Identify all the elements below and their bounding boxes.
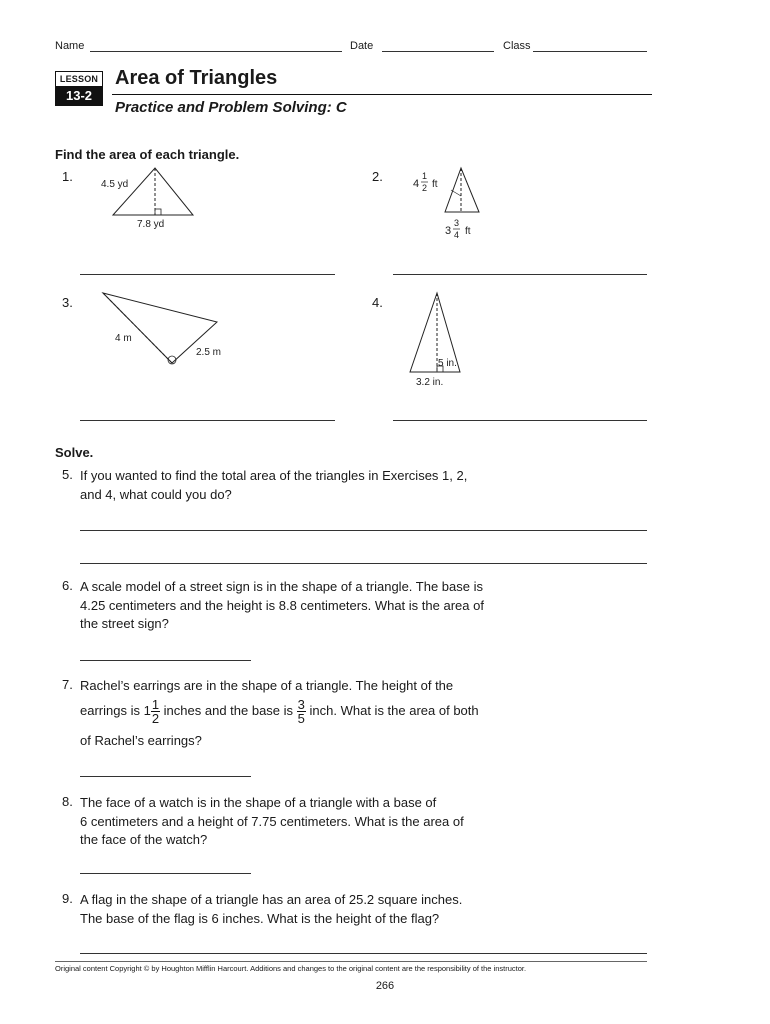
lesson-number: 13-2	[56, 86, 102, 105]
question-5-number: 5.	[62, 467, 73, 482]
question-7-line-1: Rachel’s earrings are in the shape of a triangle. The height of the	[80, 678, 454, 693]
copyright-notice: Original content Copyright © by Houghton Mifflin Harcourt. Additions and changes to the original content are the responsibility of the instructor.	[55, 964, 527, 973]
page-title: Area of Triangles	[115, 67, 278, 89]
question-5-answer-line-2[interactable]	[80, 563, 647, 564]
triangle-2-figure	[405, 160, 515, 245]
class-field[interactable]	[533, 51, 647, 52]
question-9-text	[80, 891, 462, 928]
question-text-segment: inches and the base is	[163, 703, 294, 718]
page-number: 266	[375, 980, 395, 992]
triangle-4-height-label: 5 in.	[438, 358, 457, 369]
height-label-leader	[451, 190, 461, 196]
triangle-2-base-num: 3	[454, 218, 460, 228]
section-heading-find-area: Find the area of each triangle.	[55, 147, 240, 162]
problem-4-answer-line[interactable]	[393, 420, 647, 421]
triangle-3-side-a-label: 4 m	[115, 333, 132, 344]
date-label: Date	[350, 40, 374, 52]
triangle-2-height-den: 2	[422, 183, 428, 193]
question-8-number: 8.	[62, 794, 73, 809]
question-7-line-3: of Rachel’s earrings?	[80, 733, 202, 748]
question-9-answer-line[interactable]	[80, 953, 647, 954]
question-7-answer-line[interactable]	[80, 776, 251, 777]
question-text-line: The base of the flag is 6 inches. What is the height of the flag?	[80, 910, 440, 926]
question-text-line: and 4, what could you do?	[80, 486, 232, 502]
question-text-line: The face of a watch is in the shape of a triangle with a base of	[80, 795, 437, 810]
question-text-line: A scale model of a street sign is in the shape of a triangle. The base is	[80, 579, 483, 594]
triangle-2-base-whole: 3	[445, 225, 452, 237]
problem-1-answer-line[interactable]	[80, 274, 335, 275]
question-8-answer-line[interactable]	[80, 873, 251, 874]
triangle-4-figure	[400, 285, 480, 395]
triangle-2-base-den: 4	[454, 230, 460, 240]
question-text-line: the face of the watch?	[80, 832, 208, 847]
fraction-denominator: 2	[151, 711, 160, 727]
fraction-numerator: 1	[151, 697, 160, 713]
triangle-2-height-unit: ft	[432, 179, 438, 190]
lesson-tag: LESSON	[56, 72, 102, 86]
question-7-number: 7.	[62, 677, 73, 692]
triangle-2-base-unit: ft	[465, 226, 471, 237]
problem-2-answer-line[interactable]	[393, 274, 647, 275]
fraction-one-half	[151, 698, 160, 725]
problem-2-number: 2.	[372, 169, 383, 184]
fraction-numerator: 3	[297, 697, 305, 713]
question-text-line: 4.25 centimeters and the height is 8.8 centimeters. What is the area of	[80, 597, 484, 613]
triangle-1-height-label: 4.5 yd	[101, 179, 129, 190]
question-8-text	[80, 794, 464, 850]
question-9-number: 9.	[62, 891, 73, 906]
name-field[interactable]	[90, 51, 342, 52]
triangle-3-side-b-label: 2.5 m	[196, 347, 222, 358]
question-text-line: 6 centimeters and a height of 7.75 centimeters. What is the area of	[80, 813, 464, 829]
question-text-line: the street sign?	[80, 616, 169, 631]
question-6-number: 6.	[62, 578, 73, 593]
problem-4-number: 4.	[372, 295, 383, 310]
section-heading-solve: Solve.	[55, 445, 94, 460]
question-7-line-2	[80, 694, 479, 728]
class-label: Class	[503, 40, 531, 52]
page-subtitle: Practice and Problem Solving: C	[115, 99, 347, 116]
triangle-4-base-label: 3.2 in.	[416, 377, 444, 388]
triangle-3-figure	[95, 285, 235, 375]
triangle-1-shape	[113, 168, 193, 215]
problem-3-number: 3.	[62, 295, 73, 310]
fraction-denominator: 5	[297, 711, 305, 727]
question-text-segment: inch. What is the area of both	[309, 703, 479, 718]
triangle-2-shape	[445, 168, 479, 212]
question-6-answer-line[interactable]	[80, 660, 251, 661]
date-field[interactable]	[382, 51, 494, 52]
question-5-answer-line-1[interactable]	[80, 530, 647, 531]
name-label: Name	[55, 40, 85, 52]
question-text-line: If you wanted to find the total area of the triangles in Exercises 1, 2,	[80, 468, 468, 483]
right-angle-marker	[155, 209, 161, 215]
triangle-1-figure	[95, 160, 205, 235]
footer-divider	[55, 961, 647, 962]
lesson-badge	[55, 71, 103, 106]
question-text-line: A flag in the shape of a triangle has an area of 25.2 square inches.	[80, 892, 463, 907]
question-6-text	[80, 578, 484, 634]
question-text-segment: earrings is 1	[80, 703, 151, 718]
fraction-three-fifths	[297, 698, 306, 725]
question-5-text	[80, 467, 467, 504]
problem-1-number: 1.	[62, 169, 73, 184]
triangle-2-height-num: 1	[422, 171, 428, 181]
triangle-2-height-whole: 4	[413, 178, 420, 190]
problem-3-answer-line[interactable]	[80, 420, 335, 421]
triangle-1-base-label: 7.8 yd	[137, 219, 165, 230]
title-divider	[112, 94, 652, 95]
